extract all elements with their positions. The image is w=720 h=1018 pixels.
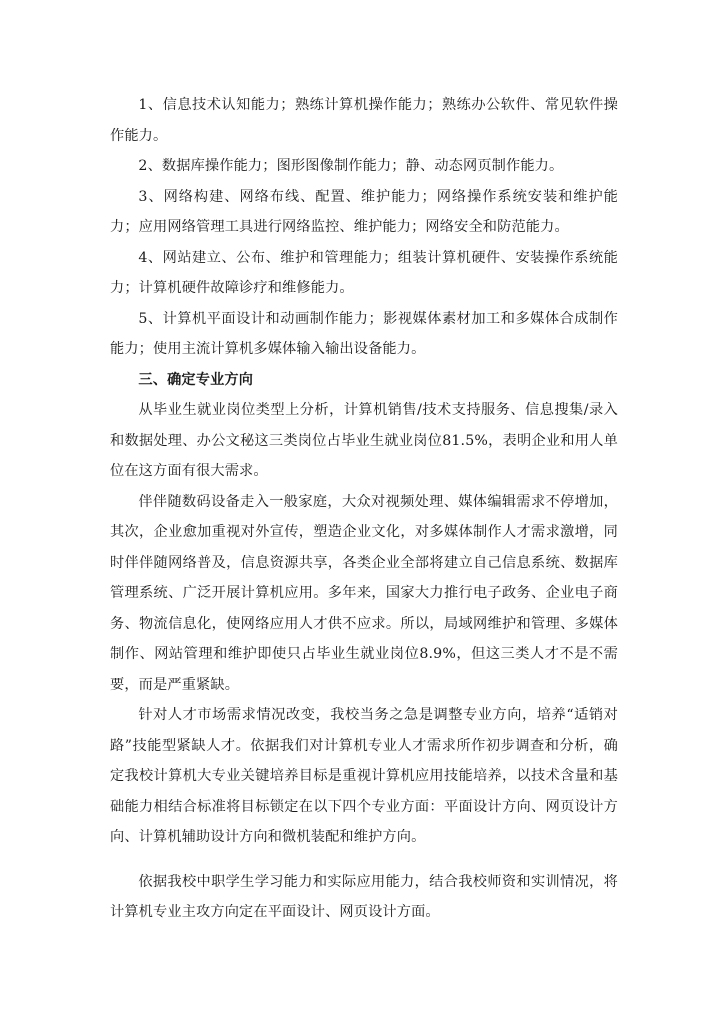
ability-item-1: 1、信息技术认知能力；熟练计算机操作能力；熟练办公软件、常见软件操作能力。 [110,97,618,144]
section-heading: 三、确定专业方向 [138,371,254,388]
ability-item-3: 3、网络构建、网络布线、配置、维护能力；网络操作系统安装和维护能力；应用网络管理工具进行网络监控、维护能力；网络安全和防范能力。 [110,188,618,235]
ability-item-2: 2、数据库操作能力；图形图像制作能力；静、动态网页制作能力。 [138,158,564,174]
document-body [110,90,618,928]
conclusion-paragraph: 依据我校中职学生学习能力和实际应用能力，结合我校师资和实训情况，将计算机专业主攻方向定在平面设计、网页设计方面。 [110,873,618,920]
body-paragraph: 从毕业生就业岗位类型上分析，计算机销售/技术支持服务、信息搜集/录入和数据处理、办公文秘这三类岗位占毕业生就业岗位81.5%，表明企业和用人单位在这方面有很大需求。 [110,402,618,479]
ability-item-4: 4、网站建立、公布、维护和管理能力；组装计算机硬件、安装操作系统能力；计算机硬件故障诊疗和维修能力。 [110,249,618,296]
body-paragraph: 针对人才市场需求情况改变，我校当务之急是调整专业方向，培养“适销对路”技能型紧缺人才。依据我们对计算机专业人才需求所作初步调查和分析，确定我校计算机大专业关键培养目标是重视计算机应用技能培养，以技术含量和基础能力相结合标准将目标锁定在以下四个专业方面：平面设计方向、网页设计方向、计算机辅助设计方向和微机装配和维护方向。 [110,707,618,845]
ability-item-5: 5、计算机平面设计和动画制作能力；影视媒体素材加工和多媒体合成制作能力；使用主流计算机多媒体输入输出设备能力。 [110,310,618,357]
body-paragraph: 伴伴随数码设备走入一般家庭，大众对视频处理、媒体编辑需求不停增加，其次，企业愈加重视对外宣传，塑造企业文化，对多媒体制作人才需求激增，同时伴伴随网络普及，信息资源共享，各类企业全部将建立自己信息系统、数据库管理系统、广泛开展计算机应用。多年来，国家大力推行电子政务、企业电子商务、物流信息化，使网络应用人才供不应求。所以，局域网维护和管理、多媒体制作、网站管理和维护即使只占毕业生就业岗位8.9%，但这三类人才不是不需要，而是严重紧缺。 [110,493,618,693]
